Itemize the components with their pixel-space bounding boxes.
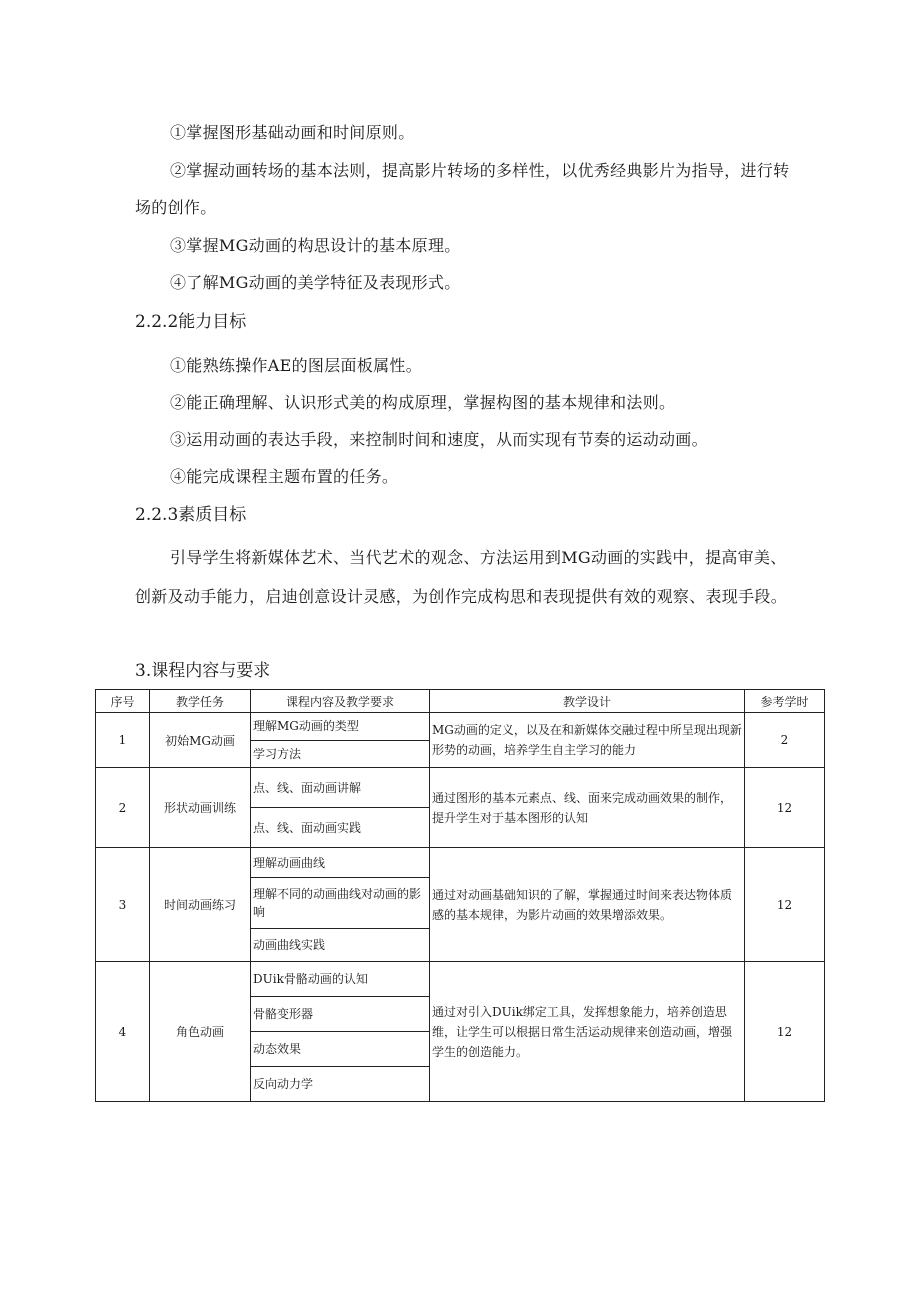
content-item: 点、线、面动画讲解 [253, 780, 362, 795]
course-table [95, 689, 825, 1102]
row-contents [251, 848, 430, 962]
table-row [96, 768, 825, 848]
content-item: 理解不同的动画曲线对动画的影响 [251, 877, 429, 928]
table-row [96, 962, 825, 1102]
ability-item-1: ①能熟练操作AE的图层面板属性。 [170, 356, 423, 375]
content-item: 动态效果 [251, 1031, 429, 1066]
row-design: 通过对动画基础知识的了解，掌握通过时间来表达物体质感的基本规律，为影片动画的效果增添效果。 [430, 848, 745, 962]
table-header-row [96, 690, 825, 713]
content-item: 反向动力学 [251, 1066, 429, 1101]
row-task: 初始MG动画 [150, 713, 251, 768]
ability-heading: 2.2.2能力目标 [135, 312, 247, 332]
row-task: 角色动画 [150, 962, 251, 1102]
ability-item-4: ④能完成课程主题布置的任务。 [170, 467, 399, 486]
ability-item-3: ③运用动画的表达手段，来控制时间和速度，从而实现有节奏的运动动画。 [170, 430, 708, 449]
row-contents [251, 962, 430, 1102]
knowledge-item-2-cont: 场的创作。 [135, 198, 217, 217]
quality-line-2: 创新及动手能力，启迪创意设计灵感，为创作完成构思和表现提供有效的观察、表现手段。 [135, 587, 788, 606]
row-no: 2 [96, 768, 150, 848]
header-hours: 参考学时 [745, 690, 825, 713]
row-hours: 12 [745, 768, 825, 848]
content-item: DUik骨骼动画的认知 [253, 972, 368, 986]
content-item: 理解动画曲线 [253, 855, 326, 870]
row-task: 时间动画练习 [150, 848, 251, 962]
row-hours: 2 [745, 713, 825, 768]
header-design: 教学设计 [430, 690, 745, 713]
content-item: 理解MG动画的类型 [253, 719, 359, 734]
row-contents [251, 713, 430, 768]
content-item: 骨骼变形器 [251, 996, 429, 1031]
knowledge-item-1: ①掌握图形基础动画和时间原则。 [170, 123, 415, 142]
row-no: 1 [96, 713, 150, 768]
header-no: 序号 [96, 690, 150, 713]
table-row [96, 713, 825, 768]
row-design: 通过对引入DUik绑定工具，发挥想象能力，培养创造思维，让学生可以根据日常生活运动规律来创造动画，增强学生的创造能力。 [430, 962, 745, 1102]
row-no: 4 [96, 962, 150, 1102]
row-contents [251, 768, 430, 848]
row-hours: 12 [745, 962, 825, 1102]
header-content: 课程内容及教学要求 [251, 690, 430, 713]
header-task: 教学任务 [150, 690, 251, 713]
content-item: 动画曲线实践 [251, 928, 429, 961]
knowledge-item-2: ②掌握动画转场的基本法则，提高影片转场的多样性，以优秀经典影片为指导，进行转 [170, 161, 790, 180]
row-design: 通过图形的基本元素点、线、面来完成动画效果的制作，提升学生对于基本图形的认知 [430, 768, 745, 848]
section3-heading: 3.课程内容与要求 [135, 661, 271, 681]
row-no: 3 [96, 848, 150, 962]
row-hours: 12 [745, 848, 825, 962]
quality-line-1: 引导学生将新媒体艺术、当代艺术的观念、方法运用到MG动画的实践中，提高审美、 [170, 548, 787, 567]
content-item: 点、线、面动画实践 [251, 807, 429, 847]
content-item: 学习方法 [251, 740, 429, 768]
row-design: MG动画的定义，以及在和新媒体交融过程中所呈现出现新形势的动画，培养学生自主学习的能力 [430, 713, 745, 768]
knowledge-item-3: ③掌握MG动画的构思设计的基本原理。 [170, 236, 461, 255]
row-task: 形状动画训练 [150, 768, 251, 848]
knowledge-item-4: ④了解MG动画的美学特征及表现形式。 [170, 273, 461, 292]
ability-item-2: ②能正确理解、认识形式美的构成原理，掌握构图的基本规律和法则。 [170, 393, 676, 412]
quality-heading: 2.2.3素质目标 [135, 505, 247, 525]
table-row [96, 848, 825, 962]
